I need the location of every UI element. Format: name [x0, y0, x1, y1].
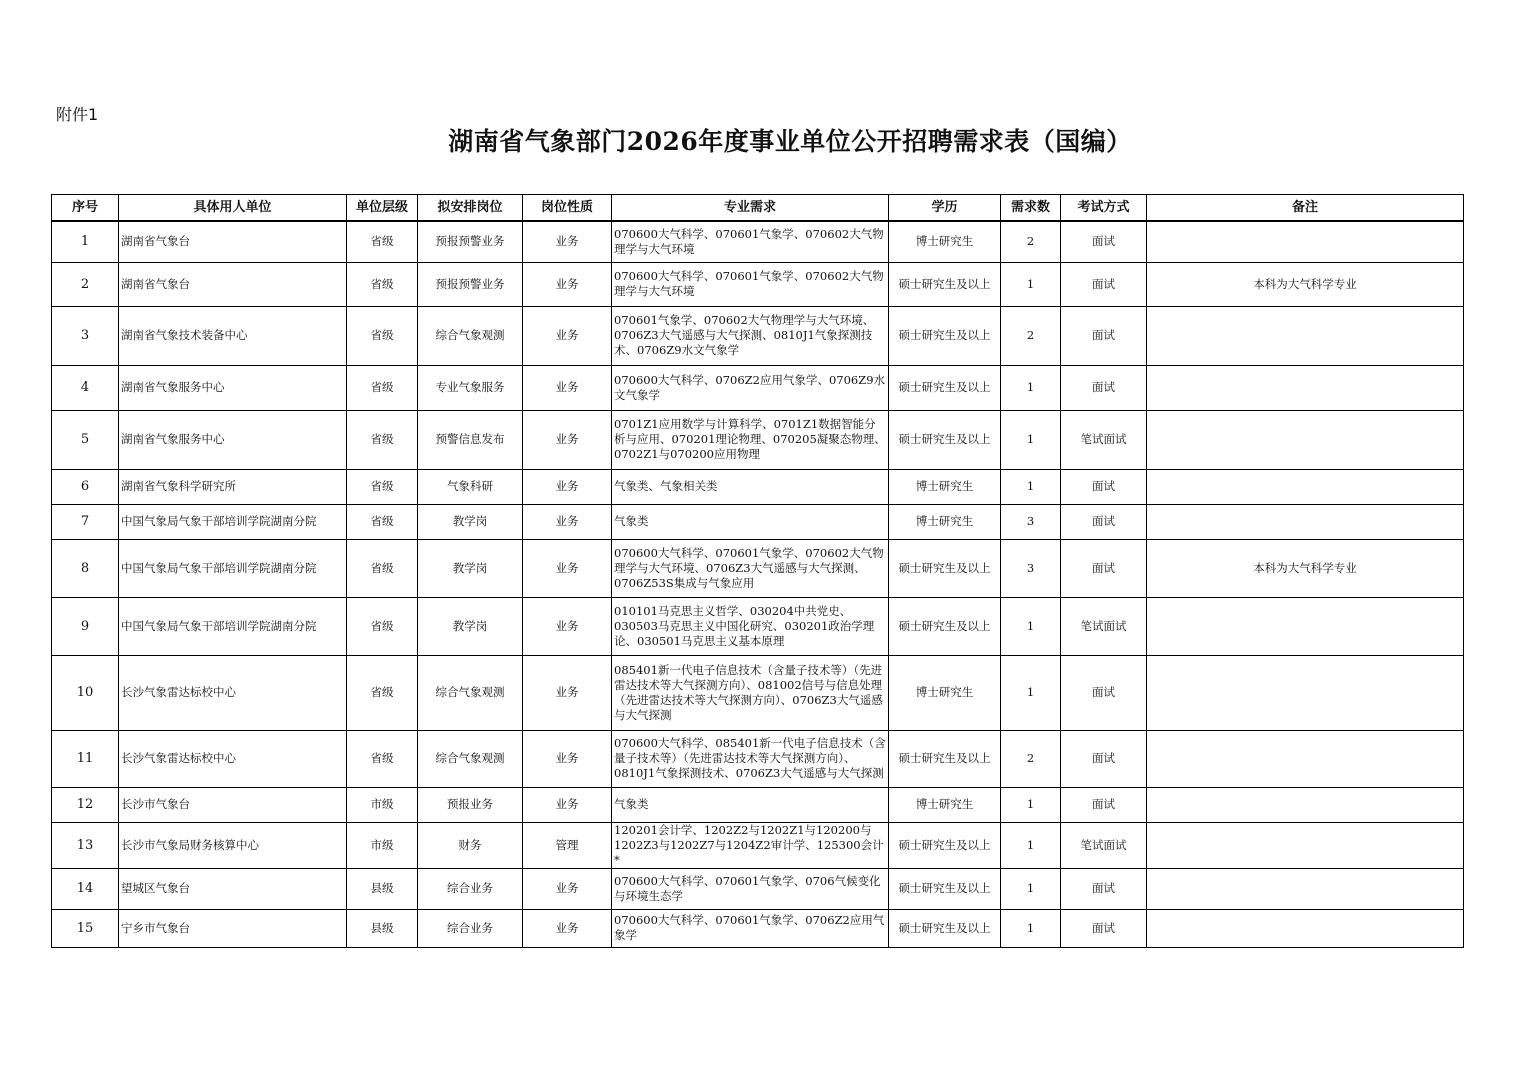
note-cell [1147, 597, 1464, 655]
unit-cell: 长沙市气象台 [119, 787, 347, 822]
major-cell: 010101马克思主义哲学、030204中共党史、030503马克思主义中国化研究、030201政治学理论、030501马克思主义基本原理 [612, 597, 889, 655]
table-row [52, 365, 1464, 410]
header-cell: 考试方式 [1061, 195, 1147, 222]
count-cell: 1 [1001, 365, 1061, 410]
note-cell [1147, 469, 1464, 504]
level-cell: 省级 [347, 655, 418, 730]
nature-cell: 业务 [523, 868, 612, 909]
page-title: 湖南省气象部门2026年度事业单位公开招聘需求表（国编） [448, 127, 1132, 156]
unit-cell: 长沙气象雷达标校中心 [119, 655, 347, 730]
exam-cell: 面试 [1061, 504, 1147, 539]
table-row [52, 597, 1464, 655]
row-number-cell: 9 [52, 597, 119, 655]
major-cell: 070600大气科学、070601气象学、0706气候变化与环境生态学 [612, 868, 889, 909]
count-cell: 2 [1001, 730, 1061, 787]
nature-cell: 业务 [523, 539, 612, 597]
level-cell: 省级 [347, 597, 418, 655]
post-cell: 预警信息发布 [418, 410, 523, 469]
level-cell: 省级 [347, 410, 418, 469]
post-cell: 综合气象观测 [418, 306, 523, 365]
education-cell: 硕士研究生及以上 [889, 410, 1001, 469]
row-number-cell: 12 [52, 787, 119, 822]
unit-cell: 中国气象局气象干部培训学院湖南分院 [119, 597, 347, 655]
header-cell: 备注 [1147, 195, 1464, 222]
major-cell: 085401新一代电子信息技术（含量子技术等）（先进雷达技术等大气探测方向）、081002信号与信息处理（先进雷达技术等大气探测方向）、0706Z3大气遥感与大气探测 [612, 655, 889, 730]
table-row [52, 306, 1464, 365]
major-cell: 气象类 [612, 504, 889, 539]
header-cell: 需求数 [1001, 195, 1061, 222]
nature-cell: 业务 [523, 787, 612, 822]
table-row [52, 504, 1464, 539]
nature-cell: 业务 [523, 262, 612, 306]
unit-cell: 湖南省气象服务中心 [119, 365, 347, 410]
nature-cell: 业务 [523, 504, 612, 539]
major-cell: 070600大气科学、070601气象学、0706Z2应用气象学 [612, 909, 889, 947]
count-cell: 1 [1001, 868, 1061, 909]
exam-cell: 面试 [1061, 730, 1147, 787]
count-cell: 1 [1001, 655, 1061, 730]
exam-cell: 面试 [1061, 787, 1147, 822]
education-cell: 硕士研究生及以上 [889, 365, 1001, 410]
education-cell: 硕士研究生及以上 [889, 306, 1001, 365]
note-cell [1147, 306, 1464, 365]
level-cell: 省级 [347, 221, 418, 262]
level-cell: 省级 [347, 504, 418, 539]
header-cell: 岗位性质 [523, 195, 612, 222]
exam-cell: 笔试面试 [1061, 822, 1147, 868]
exam-cell: 面试 [1061, 868, 1147, 909]
education-cell: 博士研究生 [889, 469, 1001, 504]
table-row [52, 221, 1464, 262]
level-cell: 市级 [347, 822, 418, 868]
unit-cell: 湖南省气象科学研究所 [119, 469, 347, 504]
education-cell: 硕士研究生及以上 [889, 909, 1001, 947]
note-cell [1147, 504, 1464, 539]
unit-cell: 望城区气象台 [119, 868, 347, 909]
education-cell: 博士研究生 [889, 221, 1001, 262]
row-number-cell: 2 [52, 262, 119, 306]
exam-cell: 笔试面试 [1061, 597, 1147, 655]
post-cell: 综合业务 [418, 909, 523, 947]
table-row [52, 262, 1464, 306]
nature-cell: 业务 [523, 597, 612, 655]
recruitment-table [51, 194, 1464, 948]
nature-cell: 业务 [523, 655, 612, 730]
exam-cell: 面试 [1061, 365, 1147, 410]
header-cell: 学历 [889, 195, 1001, 222]
header-cell: 序号 [52, 195, 119, 222]
row-number-cell: 5 [52, 410, 119, 469]
post-cell: 综合气象观测 [418, 655, 523, 730]
row-number-cell: 3 [52, 306, 119, 365]
table-body [52, 221, 1464, 947]
post-cell: 综合气象观测 [418, 730, 523, 787]
count-cell: 1 [1001, 597, 1061, 655]
note-cell [1147, 365, 1464, 410]
table-row [52, 410, 1464, 469]
education-cell: 硕士研究生及以上 [889, 597, 1001, 655]
nature-cell: 业务 [523, 469, 612, 504]
table-row [52, 655, 1464, 730]
post-cell: 综合业务 [418, 868, 523, 909]
education-cell: 硕士研究生及以上 [889, 539, 1001, 597]
major-cell: 070600大气科学、070601气象学、070602大气物理学与大气环境、0706Z3大气遥感与大气探测、0706Z53S集成与气象应用 [612, 539, 889, 597]
level-cell: 市级 [347, 787, 418, 822]
note-cell: 本科为大气科学专业 [1147, 539, 1464, 597]
exam-cell: 面试 [1061, 909, 1147, 947]
count-cell: 1 [1001, 909, 1061, 947]
major-cell: 0701Z1应用数学与计算科学、0701Z1数据智能分析与应用、070201理论物理、070205凝聚态物理、0702Z1与070200应用物理 [612, 410, 889, 469]
unit-cell: 湖南省气象台 [119, 262, 347, 306]
count-cell: 3 [1001, 539, 1061, 597]
note-cell [1147, 410, 1464, 469]
unit-cell: 中国气象局气象干部培训学院湖南分院 [119, 504, 347, 539]
row-number-cell: 4 [52, 365, 119, 410]
education-cell: 博士研究生 [889, 504, 1001, 539]
education-cell: 博士研究生 [889, 655, 1001, 730]
count-cell: 3 [1001, 504, 1061, 539]
post-cell: 预报业务 [418, 787, 523, 822]
nature-cell: 业务 [523, 410, 612, 469]
unit-cell: 长沙气象雷达标校中心 [119, 730, 347, 787]
note-cell [1147, 868, 1464, 909]
row-number-cell: 8 [52, 539, 119, 597]
post-cell: 教学岗 [418, 504, 523, 539]
exam-cell: 面试 [1061, 306, 1147, 365]
nature-cell: 业务 [523, 730, 612, 787]
unit-cell: 湖南省气象台 [119, 221, 347, 262]
attachment-label: 附件1 [56, 105, 99, 124]
post-cell: 气象科研 [418, 469, 523, 504]
nature-cell: 业务 [523, 306, 612, 365]
row-number-cell: 10 [52, 655, 119, 730]
count-cell: 2 [1001, 221, 1061, 262]
count-cell: 1 [1001, 469, 1061, 504]
post-cell: 教学岗 [418, 597, 523, 655]
table-header-row [52, 195, 1464, 222]
row-number-cell: 13 [52, 822, 119, 868]
post-cell: 财务 [418, 822, 523, 868]
unit-cell: 湖南省气象服务中心 [119, 410, 347, 469]
level-cell: 省级 [347, 262, 418, 306]
note-cell: 本科为大气科学专业 [1147, 262, 1464, 306]
header-cell: 拟安排岗位 [418, 195, 523, 222]
level-cell: 省级 [347, 365, 418, 410]
post-cell: 教学岗 [418, 539, 523, 597]
major-cell: 气象类、气象相关类 [612, 469, 889, 504]
education-cell: 博士研究生 [889, 787, 1001, 822]
count-cell: 2 [1001, 306, 1061, 365]
note-cell [1147, 822, 1464, 868]
exam-cell: 面试 [1061, 221, 1147, 262]
unit-cell: 宁乡市气象台 [119, 909, 347, 947]
count-cell: 1 [1001, 822, 1061, 868]
note-cell [1147, 730, 1464, 787]
unit-cell: 中国气象局气象干部培训学院湖南分院 [119, 539, 347, 597]
nature-cell: 业务 [523, 221, 612, 262]
row-number-cell: 14 [52, 868, 119, 909]
nature-cell: 业务 [523, 909, 612, 947]
table-row [52, 822, 1464, 868]
table-row [52, 868, 1464, 909]
row-number-cell: 7 [52, 504, 119, 539]
major-cell: 070601气象学、070602大气物理学与大气环境、0706Z3大气遥感与大气探测、0810J1气象探测技术、0706Z9水文气象学 [612, 306, 889, 365]
row-number-cell: 1 [52, 221, 119, 262]
note-cell [1147, 655, 1464, 730]
row-number-cell: 6 [52, 469, 119, 504]
header-cell: 专业需求 [612, 195, 889, 222]
education-cell: 硕士研究生及以上 [889, 868, 1001, 909]
exam-cell: 笔试面试 [1061, 410, 1147, 469]
level-cell: 省级 [347, 469, 418, 504]
note-cell [1147, 909, 1464, 947]
nature-cell: 业务 [523, 365, 612, 410]
table-row [52, 909, 1464, 947]
post-cell: 预报预警业务 [418, 221, 523, 262]
major-cell: 气象类 [612, 787, 889, 822]
count-cell: 1 [1001, 410, 1061, 469]
table-row [52, 469, 1464, 504]
major-cell: 120201会计学、1202Z2与1202Z1与120200与1202Z3与1202Z7与1204Z2审计学、125300会计* [612, 822, 889, 868]
major-cell: 070600大气科学、070601气象学、070602大气物理学与大气环境 [612, 221, 889, 262]
level-cell: 省级 [347, 539, 418, 597]
major-cell: 070600大气科学、0706Z2应用气象学、0706Z9水文气象学 [612, 365, 889, 410]
level-cell: 省级 [347, 306, 418, 365]
exam-cell: 面试 [1061, 539, 1147, 597]
exam-cell: 面试 [1061, 469, 1147, 504]
note-cell [1147, 221, 1464, 262]
post-cell: 预报预警业务 [418, 262, 523, 306]
major-cell: 070600大气科学、070601气象学、070602大气物理学与大气环境 [612, 262, 889, 306]
education-cell: 硕士研究生及以上 [889, 262, 1001, 306]
major-cell: 070600大气科学、085401新一代电子信息技术（含量子技术等）（先进雷达技术等大气探测方向）、0810J1气象探测技术、0706Z3大气遥感与大气探测 [612, 730, 889, 787]
count-cell: 1 [1001, 262, 1061, 306]
table-row [52, 787, 1464, 822]
level-cell: 县级 [347, 909, 418, 947]
note-cell [1147, 787, 1464, 822]
level-cell: 省级 [347, 730, 418, 787]
nature-cell: 管理 [523, 822, 612, 868]
unit-cell: 长沙市气象局财务核算中心 [119, 822, 347, 868]
education-cell: 硕士研究生及以上 [889, 822, 1001, 868]
header-cell: 具体用人单位 [119, 195, 347, 222]
level-cell: 县级 [347, 868, 418, 909]
row-number-cell: 15 [52, 909, 119, 947]
table-row [52, 539, 1464, 597]
post-cell: 专业气象服务 [418, 365, 523, 410]
unit-cell: 湖南省气象技术装备中心 [119, 306, 347, 365]
row-number-cell: 11 [52, 730, 119, 787]
education-cell: 硕士研究生及以上 [889, 730, 1001, 787]
table-row [52, 730, 1464, 787]
exam-cell: 面试 [1061, 655, 1147, 730]
header-cell: 单位层级 [347, 195, 418, 222]
count-cell: 1 [1001, 787, 1061, 822]
exam-cell: 面试 [1061, 262, 1147, 306]
